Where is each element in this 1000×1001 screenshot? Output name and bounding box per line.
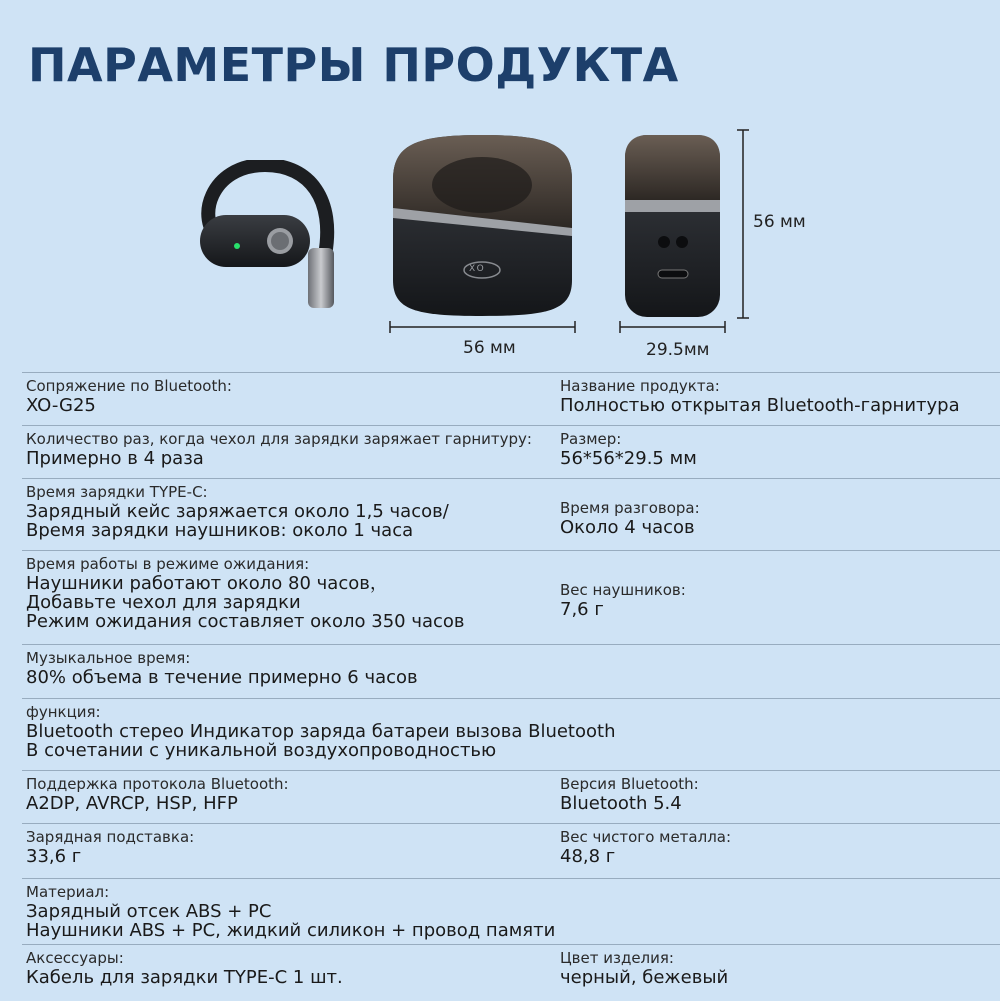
spec-value: Bluetooth 5.4: [560, 793, 682, 814]
spec-value: 80% объема в течение примерно 6 часов: [26, 667, 418, 688]
spec-value: Наушники работают около 80 часов， Добавьте чехол для зарядки Режим ожидания составляет около 350 часов: [26, 573, 465, 632]
spec-value: A2DP, AVRCP, HSP, HFP: [26, 793, 238, 814]
dimension-lines: [0, 120, 1000, 370]
spec-label: Материал:: [26, 883, 110, 901]
spec-row: [22, 644, 1000, 699]
spec-label: Размер:: [560, 430, 622, 448]
spec-value: Зарядный отсек ABS + PC Наушники ABS + PC, жидкий силикон + провод памяти: [26, 901, 556, 941]
spec-label: Вес наушников:: [560, 581, 686, 599]
spec-value: 33,6 г: [26, 846, 82, 867]
spec-row: [22, 372, 1000, 426]
spec-row: [22, 425, 1000, 479]
spec-label: Сопряжение по Bluetooth:: [26, 377, 232, 395]
case-height-label: 56 мм: [753, 212, 806, 232]
spec-label: Время зарядки TYPE-C:: [26, 483, 208, 501]
spec-value: черный, бежевый: [560, 967, 729, 988]
spec-label: Версия Bluetooth:: [560, 775, 699, 793]
spec-label: Время работы в режиме ожидания:: [26, 555, 310, 573]
spec-row: [22, 478, 1000, 551]
spec-label: Количество раз, когда чехол для зарядки заряжает гарнитуру:: [26, 430, 532, 448]
spec-value: Зарядный кейс заряжается около 1,5 часов/ Время зарядки наушников: около 1 часа: [26, 501, 449, 541]
case-depth-label: 29.5мм: [646, 340, 710, 360]
spec-value: 48,8 г: [560, 846, 616, 867]
case-logo: XO: [469, 264, 486, 274]
page-title: ПАРАМЕТРЫ ПРОДУКТА: [28, 38, 679, 92]
spec-row: [22, 698, 1000, 771]
spec-value: Кабель для зарядки TYPE-C 1 шт.: [26, 967, 343, 988]
spec-label: Аксессуары:: [26, 949, 124, 967]
spec-label: Время разговора:: [560, 499, 700, 517]
spec-row: [22, 944, 1000, 1001]
case-width-label: 56 мм: [463, 338, 516, 358]
spec-label: Зарядная подставка:: [26, 828, 195, 846]
spec-value: 7,6 г: [560, 599, 604, 620]
spec-value: 56*56*29.5 мм: [560, 448, 697, 469]
product-images: [0, 120, 1000, 370]
spec-value: XO-G25: [26, 395, 96, 416]
spec-label: Вес чистого металла:: [560, 828, 732, 846]
spec-row: [22, 770, 1000, 824]
spec-label: Цвет изделия:: [560, 949, 674, 967]
spec-value: Примерно в 4 раза: [26, 448, 204, 469]
spec-row: [22, 550, 1000, 645]
spec-row: [22, 878, 1000, 945]
spec-label: Название продукта:: [560, 377, 720, 395]
spec-label: Музыкальное время:: [26, 649, 191, 667]
spec-value: Полностью открытая Bluetooth-гарнитура: [560, 395, 960, 416]
spec-label: функция:: [26, 703, 101, 721]
spec-value: Около 4 часов: [560, 517, 695, 538]
spec-label: Поддержка протокола Bluetooth:: [26, 775, 289, 793]
spec-row: [22, 823, 1000, 879]
spec-value: Bluetooth стерео Индикатор заряда батареи вызова Bluetooth В сочетании с уникальной воздухопроводностью: [26, 721, 616, 761]
